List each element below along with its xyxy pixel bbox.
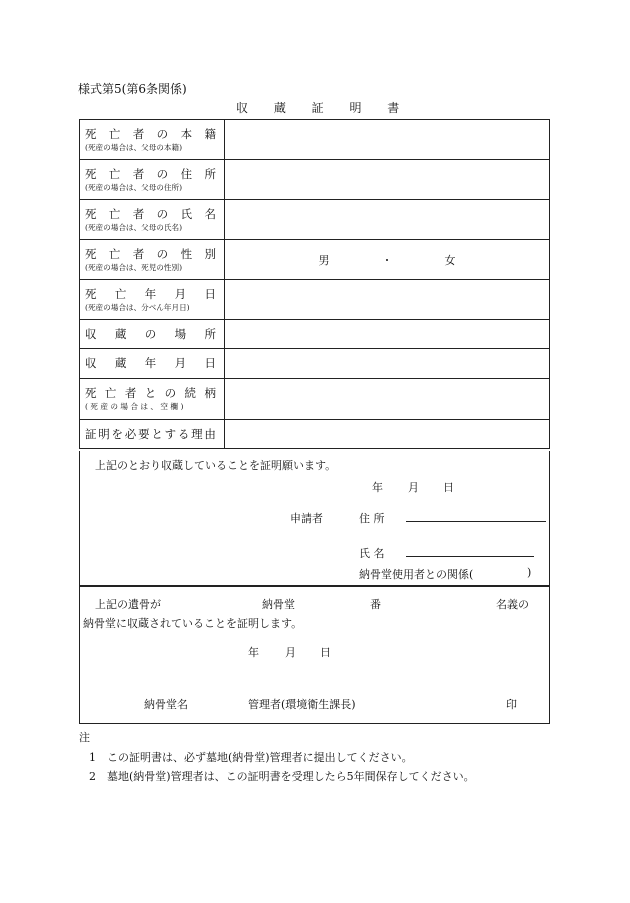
field-label-char: 蔵 — [114, 356, 127, 370]
field-row — [80, 379, 550, 420]
field-label-char: 亡 — [108, 126, 121, 141]
field-label — [85, 386, 224, 401]
field-label-char: 収 — [85, 356, 97, 370]
field-label-char: 本 — [180, 126, 193, 141]
field-label — [85, 427, 224, 442]
field-label-char: 氏 — [180, 206, 193, 221]
cert-date-year: 年 — [248, 646, 259, 659]
address-label: 住 所 — [359, 512, 385, 525]
field-label-char: 亡 — [108, 166, 121, 181]
field-row — [80, 320, 550, 349]
field-label-cell — [80, 240, 225, 280]
field-row — [80, 420, 550, 449]
field-label-char: す — [164, 426, 177, 441]
field-label-char: 年 — [144, 286, 157, 301]
sex-male[interactable]: 男 — [318, 253, 330, 267]
field-label-char: 死 — [85, 386, 97, 400]
field-label-char: 者 — [132, 166, 145, 181]
field-sublabel: (死産の場合は、死児の性別) — [85, 262, 183, 272]
field-label-char: 月 — [174, 286, 187, 301]
field-label-char: 籍 — [204, 126, 216, 141]
field-label-char: 死 — [85, 286, 97, 301]
field-label-char: 死 — [85, 246, 97, 261]
field-label-char: 者 — [132, 126, 145, 141]
field-label-char: の — [164, 386, 177, 400]
field-row — [80, 349, 550, 379]
field-label-char: 死 — [85, 166, 97, 181]
field-row — [80, 240, 550, 280]
field-label-char: 場 — [174, 326, 187, 341]
nokotsudo-name-label: 納骨堂名 — [144, 698, 188, 711]
field-value-cell[interactable] — [225, 200, 550, 240]
field-label-char: と — [151, 426, 163, 441]
field-label — [85, 327, 224, 342]
cert-line1-start: 上記の遺骨が — [95, 598, 161, 611]
note-item: 1 この証明書は、必ず墓地(納骨堂)管理者に提出してください。 — [89, 750, 413, 764]
form-number: 様式第5(第6条関係) — [78, 82, 187, 96]
field-label-char: 性 — [180, 246, 193, 261]
field-value-cell[interactable] — [225, 320, 550, 349]
cert-line1-ban: 番 — [370, 598, 381, 611]
field-label — [85, 207, 224, 222]
field-label-char: 由 — [204, 426, 216, 441]
field-label — [85, 247, 224, 262]
field-value-cell[interactable] — [225, 160, 550, 200]
field-label-char: 証 — [85, 426, 97, 441]
field-label-char: 明 — [98, 426, 110, 441]
notes-block — [79, 728, 475, 787]
field-label-char: を — [111, 426, 124, 441]
field-label-char: 要 — [138, 426, 150, 441]
field-label-char: 月 — [174, 356, 187, 370]
field-value-cell[interactable] — [225, 420, 550, 449]
application-statement: 上記のとおり収蔵していることを証明願います。 — [95, 459, 337, 472]
field-label-char: 者 — [132, 206, 145, 221]
cert-line1-nokotsudo: 納骨堂 — [262, 598, 295, 611]
field-value-cell[interactable] — [225, 240, 550, 280]
field-label-char: る — [177, 426, 190, 441]
field-label-char: の — [156, 246, 169, 261]
sex-female[interactable]: 女 — [444, 253, 456, 267]
field-label-char: 死 — [85, 126, 97, 141]
field-label — [85, 287, 224, 302]
field-label-cell — [80, 320, 225, 349]
field-row — [80, 160, 550, 200]
field-label-char: 亡 — [114, 286, 127, 301]
field-label-char: 収 — [85, 326, 97, 341]
manager-label: 管理者(環境衛生課長) — [248, 698, 356, 711]
applicant-label: 申請者 — [290, 512, 323, 525]
application-date-year: 年 — [372, 481, 383, 494]
application-date-day: 日 — [443, 481, 454, 494]
application-date-month: 月 — [408, 481, 419, 494]
field-sublabel: (死産の場合は、分べん年月日) — [85, 302, 190, 312]
cert-line1-end: 名義の — [496, 598, 529, 611]
seal-mark: 印 — [506, 698, 517, 711]
application-section — [79, 451, 550, 587]
field-label-char: 年 — [144, 356, 157, 370]
field-sublabel: ( 死 産 の 場 合 は 、 空 欄 ) — [85, 402, 184, 411]
field-label-char: 日 — [204, 286, 216, 301]
field-label-char: 者 — [124, 386, 137, 400]
cert-line2: 納骨堂に収蔵されていることを証明します。 — [83, 617, 303, 630]
field-label-cell — [80, 349, 225, 379]
field-label-char: 亡 — [104, 386, 117, 400]
relation-close: ) — [527, 566, 532, 579]
sex-separator: ・ — [381, 253, 393, 267]
field-value-cell[interactable] — [225, 120, 550, 160]
field-value-cell[interactable] — [225, 379, 550, 420]
field-label-cell — [80, 160, 225, 200]
address-field[interactable] — [406, 521, 546, 522]
name-label: 氏 名 — [359, 547, 385, 560]
field-label-char: の — [156, 166, 169, 181]
notes-heading: 注 — [79, 731, 90, 744]
relation-label: 納骨堂使用者との関係( — [359, 568, 474, 581]
field-label-char: 続 — [184, 386, 197, 400]
field-sublabel: (死産の場合は、父母の氏名) — [85, 222, 183, 232]
field-label-char: と — [144, 386, 157, 400]
field-label — [85, 356, 224, 371]
field-label-char: 亡 — [108, 246, 121, 261]
field-label-char: 日 — [204, 356, 216, 370]
field-label-char: の — [144, 326, 157, 341]
field-label-cell — [80, 420, 225, 449]
field-label-char: の — [156, 206, 169, 221]
field-label-char: 亡 — [108, 206, 121, 221]
field-label — [85, 127, 224, 142]
field-label-cell — [80, 280, 225, 320]
name-field[interactable] — [406, 556, 534, 557]
field-label-char: の — [156, 126, 169, 141]
field-value-cell[interactable] — [225, 349, 550, 379]
field-row — [80, 280, 550, 320]
field-label-char: 別 — [204, 246, 216, 261]
field-label-cell — [80, 200, 225, 240]
cert-date-month: 月 — [285, 646, 296, 659]
field-sublabel: (死産の場合は、父母の住所) — [85, 182, 183, 192]
note-item: 2 墓地(納骨堂)管理者は、この証明書を受理したら5年間保存してください。 — [89, 770, 475, 783]
field-sublabel: (死産の場合は、父母の本籍) — [85, 142, 183, 152]
field-label-char: 住 — [180, 166, 193, 181]
field-label-char: 柄 — [204, 386, 216, 400]
field-table — [79, 119, 550, 449]
field-row — [80, 200, 550, 240]
field-label-char: 名 — [204, 206, 216, 221]
field-row — [80, 120, 550, 160]
field-label-char: 必 — [124, 426, 137, 441]
field-value-cell[interactable] — [225, 280, 550, 320]
document-title: 収 蔵 証 明 書 — [236, 101, 411, 115]
field-label-cell — [80, 379, 225, 420]
cert-date-day: 日 — [320, 646, 331, 659]
field-label — [85, 167, 224, 182]
field-label-char: 理 — [191, 426, 203, 441]
certification-section — [79, 586, 550, 724]
field-label-cell — [80, 120, 225, 160]
field-label-char: 蔵 — [114, 326, 127, 341]
field-label-char: 所 — [204, 166, 216, 181]
field-label-char: 所 — [204, 326, 216, 341]
field-label-char: 者 — [132, 246, 145, 261]
field-label-char: 死 — [85, 206, 97, 221]
